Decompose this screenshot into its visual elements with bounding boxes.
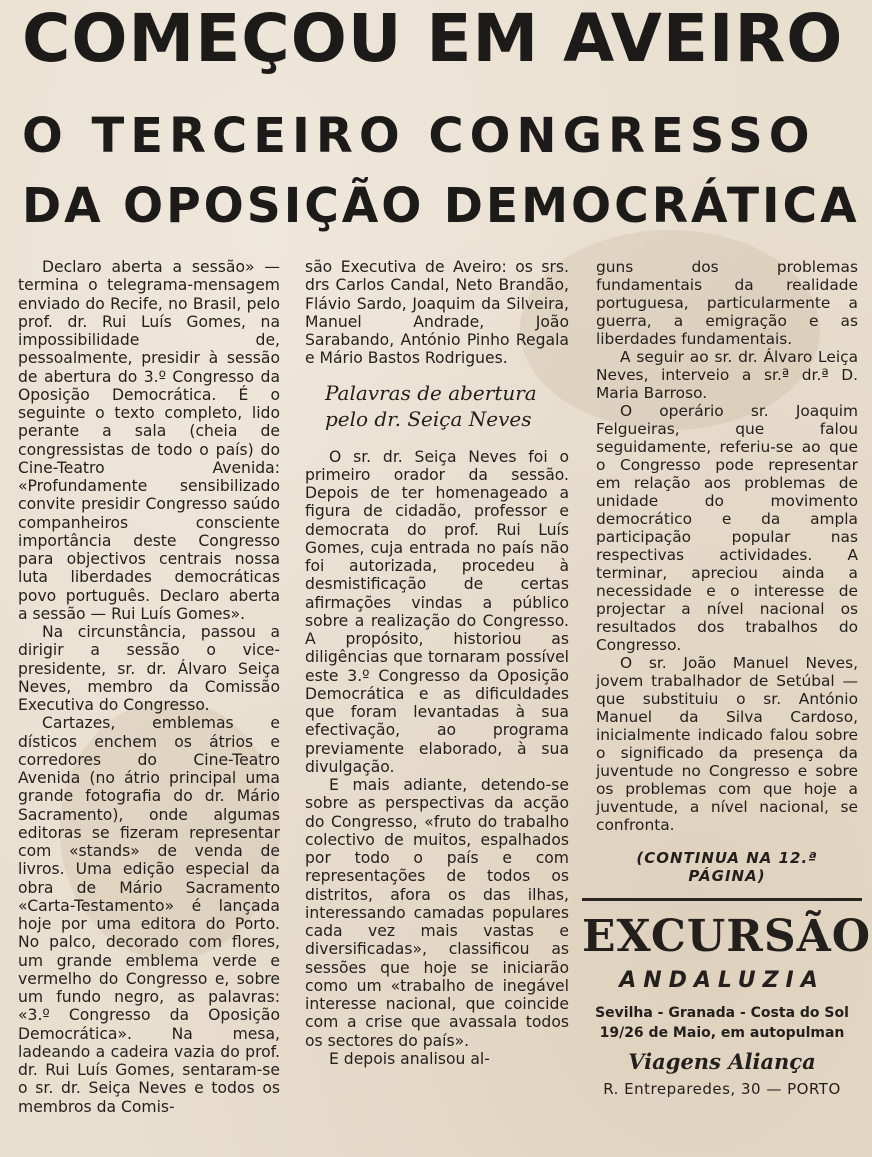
- article-paragraph: O sr. dr. Seiça Neves foi o primeiro orador da sessão. Depois de ter homenageado a figura de cidadão, professor e democrata do prof. Rui Luís Gomes, cuja entrada no país não foi autorizada, procedeu à desmistificação de certas afirmações vindas a público sobre a realização do Congresso. A propósito, historiou as diligências que tornaram possível este 3.º Congresso da Oposição Democrática e as dificuldades que foram levantadas à sua efectivação, ao programa previamente elaborado, à sua divulgação.: [305, 447, 569, 776]
- article-paragraph: E mais adiante, detendo-se sobre as perspectivas da acção do Congresso, «fruto do trabalho colectivo de muitos, espalhados por todo o país e com representações de todos os distritos, afora os das ilhas, interessando camadas populares cada vez mais vastas e diversificadas», classificou as sessões que hoje se iniciarão como um «trabalho de inegável interesse nacional, que coincide com a crise que avassala todos os sectores do país».: [305, 776, 569, 1050]
- article-paragraph: guns dos problemas fundamentais da realidade portuguesa, particularmente a guerra, a emigração e as liberdades fundamentais.: [596, 258, 858, 349]
- article-paragraph: são Executiva de Aveiro: os srs. drs Carlos Candal, Neto Brandão, Flávio Sardo, Joaquim da Silveira, Manuel Andrade, João Sarabando, António Pinho Regala e Mário Bastos Rodrigues.: [305, 258, 569, 368]
- ad-dates: 19/26 de Maio, em autopulman: [599, 1025, 845, 1041]
- article-column-1: [18, 258, 280, 1116]
- article-paragraph: A seguir ao sr. dr. Álvaro Leiça Neves, interveio a sr.ª dr.ª D. Maria Barroso.: [596, 348, 858, 403]
- ad-agency: Viagens Aliança: [628, 1049, 816, 1074]
- ad-title: EXCURSÃO: [582, 911, 872, 962]
- article-paragraph: O operário sr. Joaquim Felgueiras, que falou seguidamente, referiu-se ao que o Congresso pode representar em relação aos problemas de unidade do movimento democrático e da ampla participação popular nas respectivas actividades. A terminar, apreciou ainda a necessidade e o interesse de projectar a nível nacional os resultados dos trabalhos do Congresso.: [596, 402, 858, 655]
- article-column-2: [305, 258, 569, 1068]
- ad-address: R. Entreparedes, 30 — PORTO: [603, 1080, 841, 1098]
- subheading-line-2: pelo dr. Seiça Neves: [325, 406, 532, 431]
- article-paragraph: Declaro aberta a sessão» — termina o telegrama-mensagem enviado do Recife, no Brasil, pelo prof. dr. Rui Luís Gomes, na impossibilidade de, pessoalmente, presidir à sessão de abertura do 3.º Congresso da Oposição Democrática. É o seguinte o texto completo, lido perante a sala (cheia de congressistas de todo o país) do Cine-Teatro Avenida: «Profundamente sensibilizado convite presidir Congresso saúdo companheiros consciente importância deste Congresso para objectivos centrais nossa luta liberdades democráticas povo português. Declaro aberta a sessão — Rui Luís Gomes».: [18, 258, 280, 623]
- ad-subtitle: ANDALUZIA: [619, 968, 825, 993]
- continued-notice: (CONTINUA NA 12.ª PÁGINA): [636, 848, 818, 885]
- ad-cities: Sevilha - Granada - Costa do Sol: [595, 1005, 849, 1021]
- article-paragraph: O sr. João Manuel Neves, jovem trabalhador de Setúbal — que substituiu o sr. António Manuel da Silva Cardoso, inicialmente indicado falou sobre o significado da presença da juventude no Congresso e sobre os problemas com que hoje a juventude, a nível nacional, se confronta.: [596, 654, 858, 835]
- headline-line-1: COMEÇOU EM AVEIRO: [22, 0, 844, 77]
- travel-advertisement: [582, 898, 872, 1147]
- headline-line-2: O TERCEIRO CONGRESSO: [22, 108, 816, 164]
- article-paragraph: Cartazes, emblemas e dísticos enchem os átrios e corredores do Cine-Teatro Avenida (no átrio principal uma grande fotografia do dr. Mário Sacramento), onde algumas editoras se fizeram representar com «stands» de venda de livros. Uma edição especial da obra de Mário Sacramento «Carta-Testamento» é lançada hoje por uma editora do Porto. No palco, decorado com flores, um grande emblema verde e vermelho do Congresso e, sobre um fundo negro, as palavras: «3.º Congresso da Oposição Democrática». Na mesa, ladeando a cadeira vazia do prof. dr. Rui Luís Gomes, sentaram-se o sr. dr. Seiça Neves e todos os membros da Comis-: [18, 714, 280, 1116]
- headline-line-3: DA OPOSIÇÃO DEMOCRÁTICA: [22, 178, 860, 234]
- subheading-line-1: Palavras de abertura: [325, 380, 537, 405]
- article-paragraph: E depois analisou al-: [329, 1049, 490, 1068]
- article-column-3: [596, 258, 858, 885]
- subheading: [325, 380, 569, 432]
- article-paragraph: Na circunstância, passou a dirigir a sessão o vice-presidente, sr. dr. Álvaro Seiça Neves, membro da Comissão Executiva do Congresso.: [18, 623, 280, 714]
